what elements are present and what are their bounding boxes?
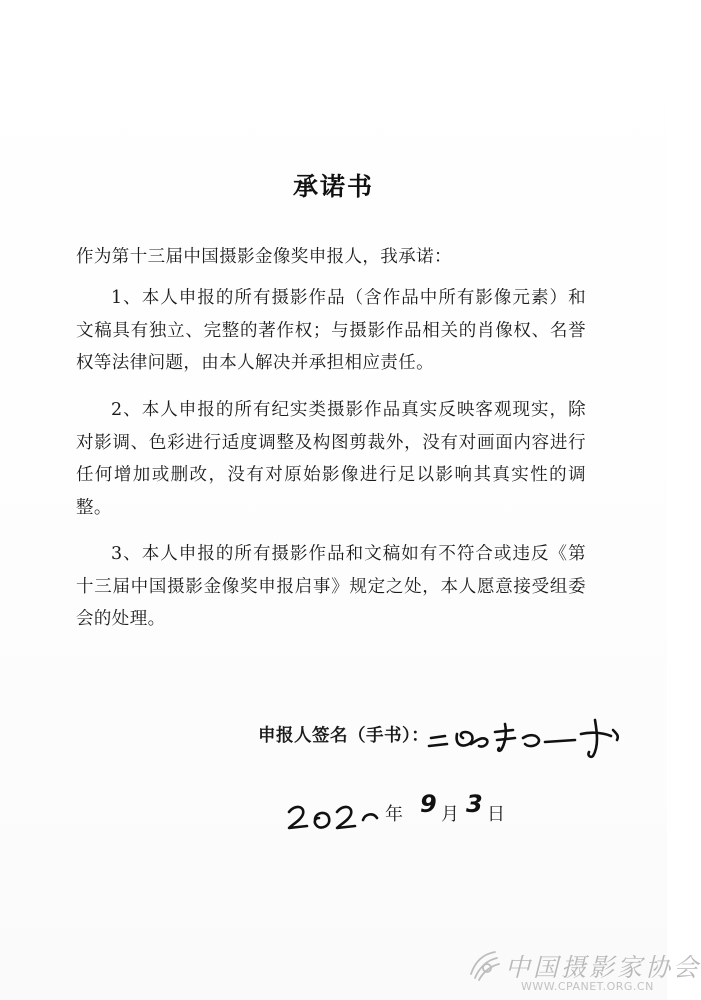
date-day-char: 日	[487, 804, 505, 825]
watermark-url: WWW.CPANET.ORG.CN	[521, 980, 654, 993]
cpa-logo-icon	[467, 948, 501, 982]
date-day: 3	[466, 790, 483, 818]
date-month: 9	[420, 790, 437, 818]
date-year-char: 年	[385, 804, 403, 825]
paragraph-2: 2、本人申报的所有纪实类摄影作品真实反映客观现实，除对影调、色彩进行适度调整及构图剪裁外，没有对画面内容进行任何增加或删改，没有对原始影像进行足以影响其真实性的调整。	[76, 400, 586, 518]
paragraph-3: 3、本人申报的所有摄影作品和文稿如有不符合或违反《第十三届中国摄影金像奖申报启事》规定之处，本人愿意接受组委会的处理。	[76, 544, 586, 629]
handwritten-signature	[425, 710, 635, 760]
paragraph-1: 1、本人申报的所有摄影作品（含作品中所有影像元素）和文稿具有独立、完整的著作权；与摄影作品相关的肖像权、名誉权等法律问题，由本人解决并承担相应责任。	[76, 288, 586, 373]
signature-label: 申报人签名（手书）：	[258, 726, 430, 746]
document-title: 承诺书	[292, 172, 374, 201]
date-month-char: 月	[441, 804, 459, 825]
watermark-org-name: 中国摄影家协会	[505, 953, 701, 982]
intro-line: 作为第十三届中国摄影金像奖申报人，我承诺：	[76, 247, 452, 267]
